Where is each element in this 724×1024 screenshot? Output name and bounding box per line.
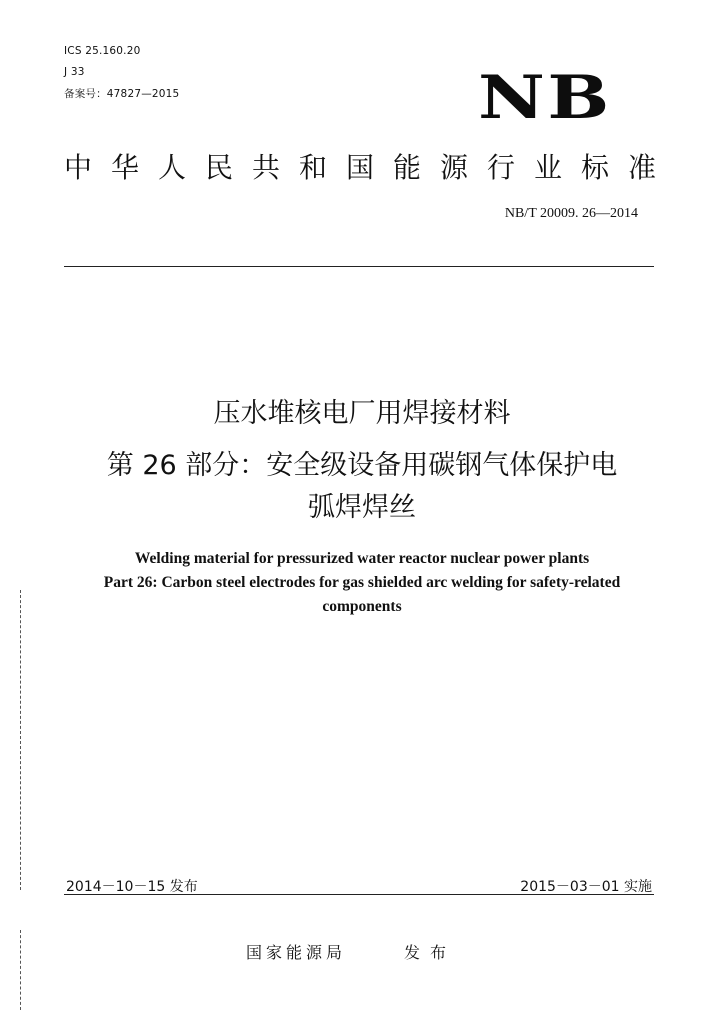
ccs-code: J 33 bbox=[64, 66, 85, 78]
registration-number: 备案号：47827—2015 bbox=[64, 88, 180, 100]
ics-code: ICS 25.160.20 bbox=[64, 45, 141, 57]
cn-title-line-2: 第 26 部分：安全级设备用碳钢气体保护电 bbox=[106, 450, 618, 481]
issuing-authority: 国家能源局 bbox=[246, 943, 347, 962]
standard-category: 中华人民共和国能源行业标准 bbox=[64, 151, 676, 184]
publish-label: 发布 bbox=[404, 943, 457, 962]
cn-title-line-1: 压水堆核电厂用焊接材料 bbox=[213, 398, 511, 429]
issue-date: 2014－10－15 发布 bbox=[66, 879, 198, 895]
scan-edge-mark bbox=[20, 930, 21, 1010]
scan-edge-mark bbox=[20, 590, 21, 890]
standard-number: NB/T 20009. 26—2014 bbox=[504, 206, 638, 221]
en-title-line-2: Part 26: Carbon steel electrodes for gas shielded arc welding for safety-related bbox=[103, 574, 621, 591]
implementation-date: 2015－03－01 实施 bbox=[520, 879, 652, 895]
en-title-line-1: Welding material for pressurized water reactor nuclear power plants bbox=[134, 550, 590, 567]
nb-logo: NB bbox=[478, 63, 612, 133]
header-divider bbox=[64, 266, 654, 267]
en-title-line-3: components bbox=[322, 598, 402, 615]
cn-title-line-3: 弧焊焊丝 bbox=[308, 492, 416, 523]
footer-divider bbox=[64, 894, 654, 895]
